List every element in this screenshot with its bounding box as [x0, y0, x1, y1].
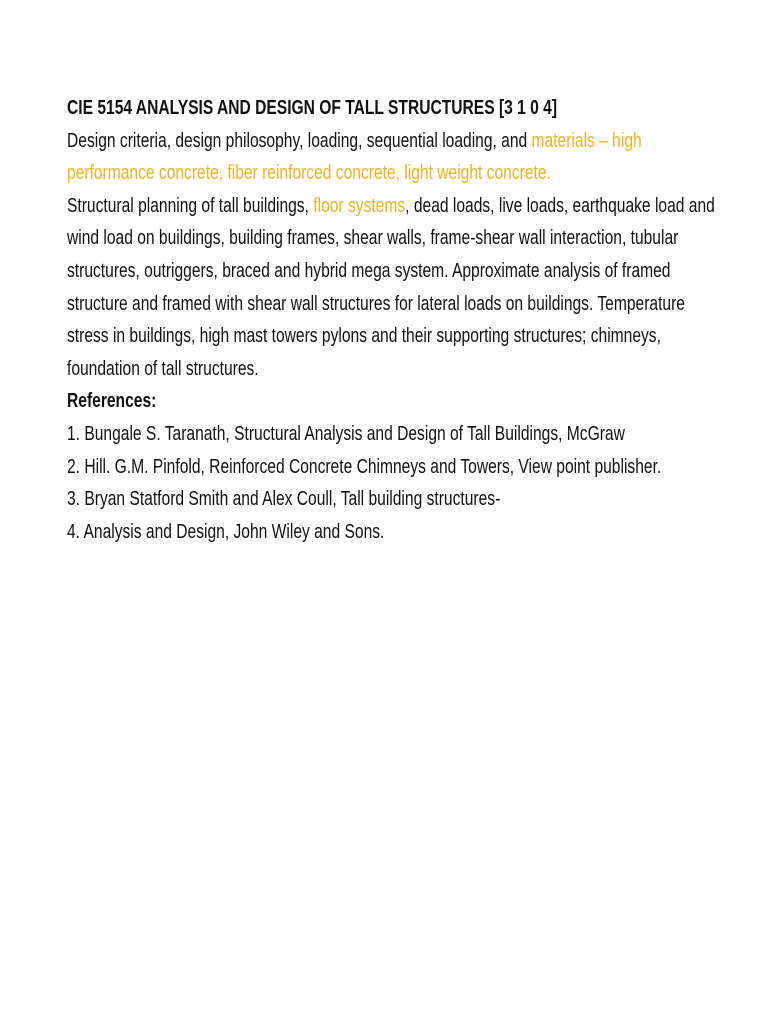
course-description	[67, 125, 726, 386]
description-text-1: Design criteria, design philosophy, loading, sequential loading, and	[67, 129, 532, 152]
description-text-3: , dead loads, live loads, earthquake load and wind load on buildings, building frames, shear walls, frame-shear wall interaction, tubular structures, outriggers, braced and hybrid mega system. Approximate analysis of framed structure and framed with shear wall structures for lateral loads on buildings. Temperature stress in buildings, high mast towers pylons and their supporting structures; chimneys, foundation of tall structures.	[67, 194, 715, 380]
description-text-2: Structural planning of tall buildings,	[67, 194, 314, 217]
course-title: CIE 5154 ANALYSIS AND DESIGN OF TALL STRUCTURES [3 1 0 4]	[67, 97, 558, 119]
reference-item-4: 4. Analysis and Design, John Wiley and Sons.	[67, 520, 385, 543]
reference-item-1: 1. Bungale S. Taranath, Structural Analysis and Design of Tall Buildings, McGraw	[67, 422, 625, 445]
reference-item-2: 2. Hill. G.M. Pinfold, Reinforced Concrete Chimneys and Towers, View point publisher.	[67, 455, 662, 478]
reference-item-3: 3. Bryan Statford Smith and Alex Coull, Tall building structures-	[67, 488, 501, 511]
document-body	[67, 92, 727, 548]
description-highlight-materials: materials – high performance concrete, fiber reinforced concrete, light weight concrete.	[67, 129, 642, 185]
references-heading: References:	[67, 390, 157, 413]
document-text	[67, 92, 726, 548]
description-highlight-floor-systems: floor systems	[313, 194, 406, 217]
